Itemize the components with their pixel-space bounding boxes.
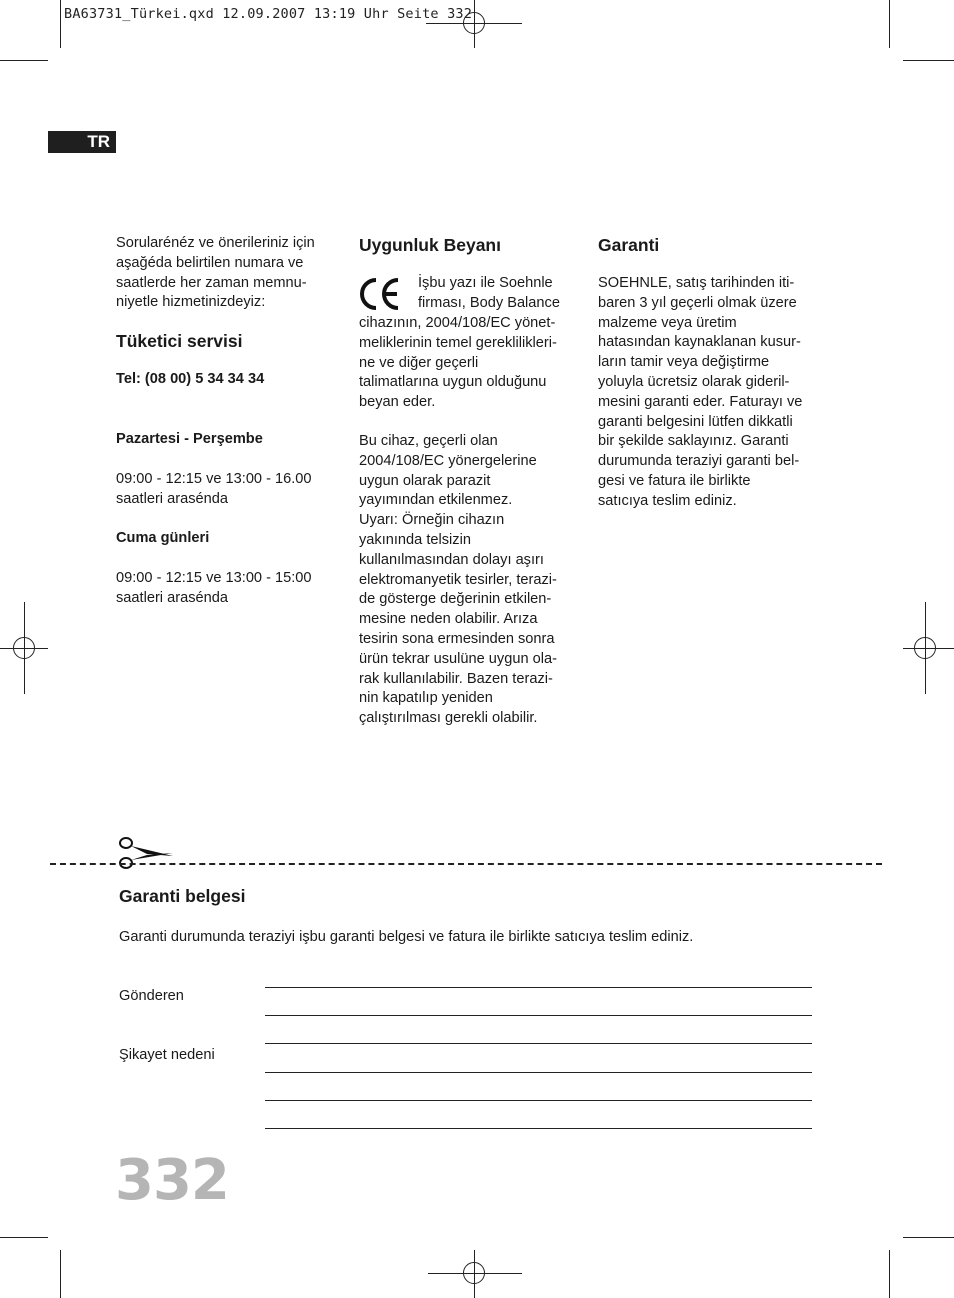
sender-label: Gönderen — [119, 988, 184, 1004]
sender-line[interactable] — [265, 987, 812, 988]
warranty-column — [598, 234, 818, 512]
conformity-para2: Bu cihaz, geçerli olan 2004/108/EC yönergelerine uygun olarak parazit yayımından etkilenmez. Uyarı: Örneğin cihazın yakınında telsizin kullanılmasından dolayı aşırı elektromanyetik tesirler, terazi- de gösterge değerinin etkilen- mesine neden olabilir. Arıza tesirin sona ermesinden sonra ürün tekrar usulüne uygun ola- rak kullanılabilir. Bazen terazi- nin kapatılıp yeniden çalıştırılması gerekli olabilir. — [359, 432, 557, 727]
crop-mark-top-left-h — [0, 60, 48, 61]
crop-mark-bottom-right-h — [903, 1237, 954, 1238]
complaint-line[interactable] — [265, 1100, 812, 1101]
complaint-line[interactable] — [265, 1043, 812, 1044]
conformity-heading: Uygunluk Beyanı — [359, 235, 501, 255]
registration-mark-line — [903, 648, 954, 649]
complaint-label: Şikayet nedeni — [119, 1047, 215, 1063]
weekday-label: Pazartesi - Perşembe — [116, 430, 263, 447]
complaint-line[interactable] — [265, 1072, 812, 1073]
registration-mark-line — [474, 0, 475, 48]
customer-service-heading: Tüketici servisi — [116, 331, 243, 352]
scissors-icon — [117, 835, 175, 871]
weekday-hours: 09:00 - 12:15 ve 13:00 - 16.00 saatleri arasénda — [116, 470, 312, 507]
intro-text: Sorularénéz ve önerileriniz için aşağéda belirtilen numara ve saatlerde her zaman memnu- niyetle hizmetinizdeyiz: — [116, 235, 315, 311]
crop-mark-bottom-right-v — [889, 1250, 890, 1298]
registration-mark-line — [474, 1250, 475, 1298]
sender-line[interactable] — [265, 1015, 812, 1016]
complaint-line[interactable] — [265, 1128, 812, 1129]
conformity-para1-side: İşbu yazı ile Soehnle firması, Body Balance — [418, 275, 560, 311]
phone-number: Tel: (08 00) 5 34 34 34 — [116, 371, 265, 388]
conformity-para1-rest: cihazının, 2004/108/EC yönet- meliklerinin temel gereklilikleri- ne ve diğer geçerli talimatlarına uygun olduğunu beyan eder. — [359, 315, 557, 411]
crop-mark-top-right-v — [889, 0, 890, 48]
warranty-body: SOEHNLE, satış tarihinden iti- baren 3 yıl geçerli olmak üzere malzeme veya üretim hatasından kaynaklanan kusur- ların tamir veya değiştirme yoluyla ücretsiz olarak gideril- mesini garanti eder. Faturayı ve garanti belgesini lütfen dikkatli bir şekilde saklayınız. Garanti durumunda teraziyi garanti bel- gesi ve fatura ile birlikte satıcıya teslim ediniz. — [598, 275, 803, 509]
crop-mark-bottom-left-h — [0, 1237, 48, 1238]
warranty-heading: Garanti — [598, 235, 660, 255]
crop-mark-top-right-h — [903, 60, 954, 61]
conformity-para1-top — [359, 274, 574, 314]
page-number: 332 — [115, 1148, 229, 1213]
warranty-card-heading: Garanti belgesi — [119, 886, 246, 906]
cut-line — [50, 863, 882, 865]
crop-mark-top-left-v — [60, 0, 61, 48]
friday-label: Cuma günleri — [116, 530, 210, 547]
language-tab: TR — [48, 131, 116, 153]
ce-mark-icon — [357, 274, 403, 314]
print-slug: BA63731_Türkei.qxd 12.09.2007 13:19 Uhr Seite 332 — [64, 6, 473, 22]
registration-mark-line — [0, 648, 48, 649]
customer-service-column — [116, 234, 341, 609]
friday-hours: 09:00 - 12:15 ve 13:00 - 15:00 saatleri arasénda — [116, 570, 312, 606]
crop-mark-bottom-left-v — [60, 1250, 61, 1298]
conformity-column — [359, 234, 574, 729]
registration-mark-line — [428, 1273, 522, 1274]
warranty-card-instruction: Garanti durumunda teraziyi işbu garanti belgesi ve fatura ile birlikte satıcıya teslim ediniz. — [119, 929, 694, 945]
